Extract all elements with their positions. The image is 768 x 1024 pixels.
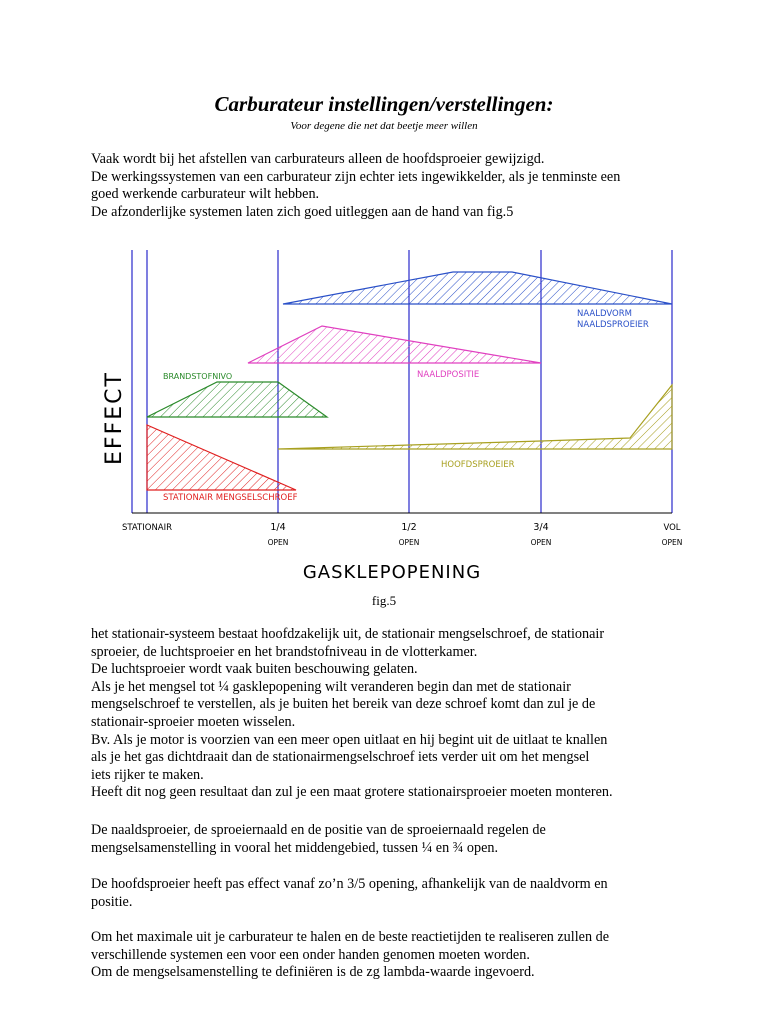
- brandstofnivo-area: [147, 382, 327, 417]
- text-line: Om het maximale uit je carburateur te halen en de beste reactietijden te realiseren zullen de: [91, 929, 609, 945]
- text-line: verschillende systemen een voor een onder handen genomen moeten worden.: [91, 946, 530, 963]
- text-line: het stationair-systeem bestaat hoofdzakelijk uit, de stationair mengselschroef, de stationair: [91, 626, 605, 642]
- document-title: Carburateur instellingen/verstellingen:: [214, 92, 554, 116]
- tick-label: VOL: [663, 523, 681, 533]
- hoofdsproeier-area: [278, 385, 672, 449]
- text-line: De afzonderlijke systemen laten zich goed uitleggen aan de hand van fig.5: [91, 203, 514, 220]
- tick-sublabel: OPEN: [530, 538, 552, 547]
- tick-label: 3/4: [533, 522, 549, 533]
- text-line: Om de mengselsamenstelling te definiëren is de zg lambda-waarde ingevoerd.: [91, 964, 535, 981]
- document-subtitle: Voor degene die net dat beetje meer willen: [290, 120, 478, 132]
- y-axis-label: EFFECT: [102, 371, 127, 465]
- label-brandstofnivo: BRANDSTOFNIVO: [163, 372, 233, 381]
- text-line: De naaldsproeier, de sproeiernaald en de positie van de sproeiernaald regelen de: [91, 822, 546, 838]
- label-naaldsproeier: NAALDSPROEIER: [577, 320, 649, 330]
- body-paragraph-4: [91, 929, 691, 982]
- tick-label: 1/4: [270, 522, 286, 533]
- tick-label: STATIONAIR: [121, 523, 173, 533]
- text-line: mengselsamenstelling in vooral het middengebied, tussen ¼ en ¾ open.: [91, 839, 499, 856]
- text-line: mengselschroef te verstellen, als je buiten het bereik van deze schroef komt dan zul je de: [91, 696, 596, 713]
- label-stationair-mengselschroef: STATIONAIR MENGSELSCHROEF: [163, 493, 298, 503]
- tick-sublabel: OPEN: [267, 538, 289, 547]
- label-naaldvorm: NAALDVORM: [577, 309, 632, 319]
- text-line: Vaak wordt bij het afstellen van carburateurs alleen de hoofdsproeier gewijzigd.: [91, 151, 545, 167]
- text-line: De hoofdsproeier heeft pas effect vanaf zo’n 3/5 opening, afhankelijk van de naaldvorm en: [91, 876, 608, 892]
- tick-label: 1/2: [401, 522, 417, 533]
- text-line: iets rijker te maken.: [91, 766, 204, 783]
- body-paragraph-1: [91, 626, 691, 802]
- text-line: positie.: [91, 893, 133, 910]
- text-line: Bv. Als je motor is voorzien van een meer open uitlaat en hij begint uit de uitlaat te knallen: [91, 731, 608, 748]
- tick-sublabel: OPEN: [661, 538, 683, 547]
- text-line: goed werkende carburateur wilt hebben.: [91, 186, 320, 203]
- text-line: Als je het mengsel tot ¼ gasklepopening wilt veranderen begin dan met de stationair: [91, 678, 571, 695]
- figure-caption: fig.5: [371, 593, 397, 608]
- body-paragraph-3: [91, 876, 691, 911]
- text-line: De werkingssystemen van een carburateur zijn echter iets ingewikkelder, als je tenminste een: [91, 168, 621, 185]
- text-line: Heeft dit nog geen resultaat dan zul je een maat grotere stationairsproeier moeten monteren.: [91, 784, 613, 801]
- tick-sublabel: OPEN: [398, 538, 420, 547]
- text-line: sproeier, de luchtsproeier en het brandstofniveau in de vlotterkamer.: [91, 643, 478, 660]
- naaldpositie-area: [248, 326, 541, 363]
- label-naaldpositie: NAALDPOSITIE: [417, 370, 480, 380]
- figure-5-diagram: [0, 240, 768, 585]
- text-line: stationair-sproeier moeten wisselen.: [91, 713, 296, 730]
- body-paragraph-2: [91, 822, 691, 857]
- text-line: De luchtsproeier wordt vaak buiten beschouwing gelaten.: [91, 661, 418, 678]
- naaldsproeier-area: [283, 272, 672, 304]
- text-line: als je het gas dichtdraait dan de stationairmengselschroef iets verder uit om het mengsel: [91, 749, 590, 766]
- label-hoofdsproeier: HOOFDSPROEIER: [441, 460, 515, 470]
- intro-paragraph: [91, 151, 691, 221]
- stationair-mengselschroef-area: [147, 425, 296, 490]
- x-axis-label: GASKLEPOPENING: [302, 562, 482, 583]
